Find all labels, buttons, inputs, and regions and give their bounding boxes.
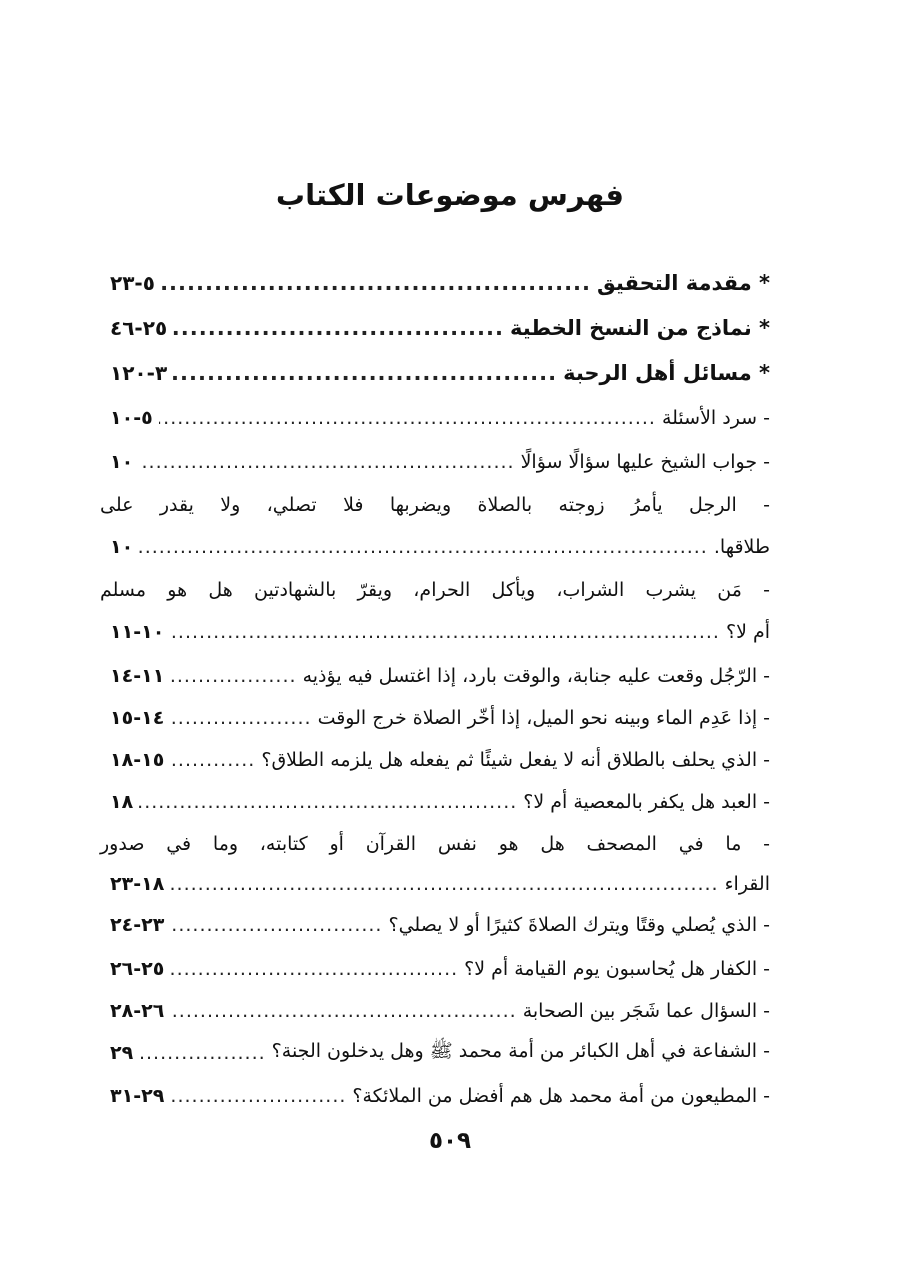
toc-entry-pages: ١٠-١١ (110, 621, 165, 643)
toc-entry-label: - السؤال عما شَجَر بين الصحابة (522, 1000, 770, 1022)
leader-dots (170, 914, 382, 936)
toc-entry-first-line: - مَن يشرب الشراب، ويأكل الحرام، ويقرّ بالشهادتين هل هو مسلم (100, 579, 770, 601)
leader-dots (170, 621, 720, 643)
toc-entry-pages: ١٨ (110, 791, 134, 813)
toc-entry-label: - الرّجُل وقعت عليه جنابة، والوقت بارد، إذا اغتسل فيه يؤذيه (302, 665, 770, 687)
toc-entry-first-line: - ما في المصحف هل هو نفس القرآن أو كتابته، وما في صدور (100, 833, 770, 855)
toc-entry-pages: ٥-١٠ (110, 407, 153, 429)
leader-dots (170, 1085, 346, 1107)
leader-dots (170, 1000, 516, 1022)
toc-entry-label: * مقدمة التحقيق (597, 271, 770, 295)
toc-entry-label: أم لا؟ (725, 621, 770, 643)
toc-entry-pages: ١٠ (110, 451, 134, 473)
leader-dots (161, 271, 591, 295)
toc-entry-pages: ١١-١٤ (110, 665, 165, 687)
toc-entry-label: - الذي يُصلي وقتًا ويترك الصلاةَ كثيرًا أو لا يصلي؟ (388, 914, 770, 936)
leader-dots (139, 791, 517, 813)
toc-entry (110, 612, 770, 652)
toc-entry (110, 1033, 770, 1073)
toc-entry-label: - الذي يحلف بالطلاق أنه لا يفعل شيئًا ثم يفعله هل يلزمه الطلاق؟ (261, 749, 770, 771)
toc-entry (110, 864, 770, 904)
toc-entry-pages: ٥-٢٣ (110, 271, 155, 295)
toc-entry-label: * نماذج من النسخ الخطية (509, 316, 770, 340)
toc-entry-pages: ١٥-١٨ (110, 749, 165, 771)
toc-entry-pages: ٣-١٢٠ (110, 361, 168, 385)
toc-entry (110, 698, 770, 738)
toc-entry-pages: ٢٩ (110, 1042, 134, 1064)
toc-entry-label: - سرد الأسئلة (661, 407, 770, 429)
toc-entry-pages: ١٠ (110, 536, 134, 558)
toc-entry-label: * مسائل أهل الرحبة (563, 361, 770, 385)
toc-entry-label: - جواب الشيخ عليها سؤالًا سؤالًا (520, 451, 770, 473)
leader-dots (139, 1042, 265, 1064)
toc-entry (110, 656, 770, 696)
toc-entry-introduction (110, 263, 770, 303)
toc-entry (110, 740, 770, 780)
toc-entry-first-line: - الرجل يأمرُ زوجته بالصلاة ويضربها فلا تصلي، ولا يقدر على (100, 494, 770, 516)
leader-dots (170, 749, 255, 771)
toc-entry-pages: ٢٥-٤٦ (110, 316, 168, 340)
toc-entry-pages: ٢٣-٢٤ (110, 914, 165, 936)
toc-entry-label: - الشفاعة في أهل الكبائر من أمة محمد ﷺ وهل يدخلون الجنة؟ (271, 1040, 770, 1062)
leader-dots (139, 536, 708, 558)
toc-entry (110, 905, 770, 945)
leader-dots (170, 707, 311, 729)
toc-entry (110, 782, 770, 822)
toc-entry-pages: ٢٥-٢٦ (110, 958, 165, 980)
leader-dots (170, 665, 296, 687)
leader-dots (173, 361, 557, 385)
toc-entry-label: - المطيعون من أمة محمد هل هم أفضل من الملائكة؟ (352, 1085, 770, 1107)
toc-entry (110, 1076, 770, 1116)
toc-entry-label: القراء (724, 873, 770, 895)
toc-entry (110, 949, 770, 989)
toc-entry-label: - إذا عَدِم الماء وبينه نحو الميل، إذا أخّر الصلاة خرج الوقت (317, 707, 770, 729)
toc-entry-label: - العبد هل يكفر بالمعصية أم لا؟ (523, 791, 770, 813)
toc-entry-pages: ٢٦-٢٨ (110, 1000, 165, 1022)
toc-entry (110, 442, 770, 482)
toc-entry (110, 527, 770, 567)
toc-entry-rahba-questions (110, 353, 770, 393)
toc-entry (110, 991, 770, 1031)
leader-dots (170, 958, 458, 980)
page-title: فهرس موضوعات الكتاب (275, 178, 625, 212)
leader-dots (170, 873, 718, 895)
leader-dots (173, 316, 504, 340)
toc-entry-manuscripts (110, 308, 770, 348)
page-number: ٥٠٩ (428, 1128, 472, 1154)
toc-entry-label: - الكفار هل يُحاسبون يوم القيامة أم لا؟ (464, 958, 770, 980)
toc-entry (110, 398, 770, 438)
leader-dots (159, 407, 656, 429)
toc-entry-pages: ١٨-٢٣ (110, 873, 165, 895)
toc-entry-label: طلاقها. (713, 536, 770, 558)
leader-dots (139, 451, 514, 473)
toc-entry-pages: ٢٩-٣١ (110, 1085, 165, 1107)
toc-entry-pages: ١٤-١٥ (110, 707, 165, 729)
